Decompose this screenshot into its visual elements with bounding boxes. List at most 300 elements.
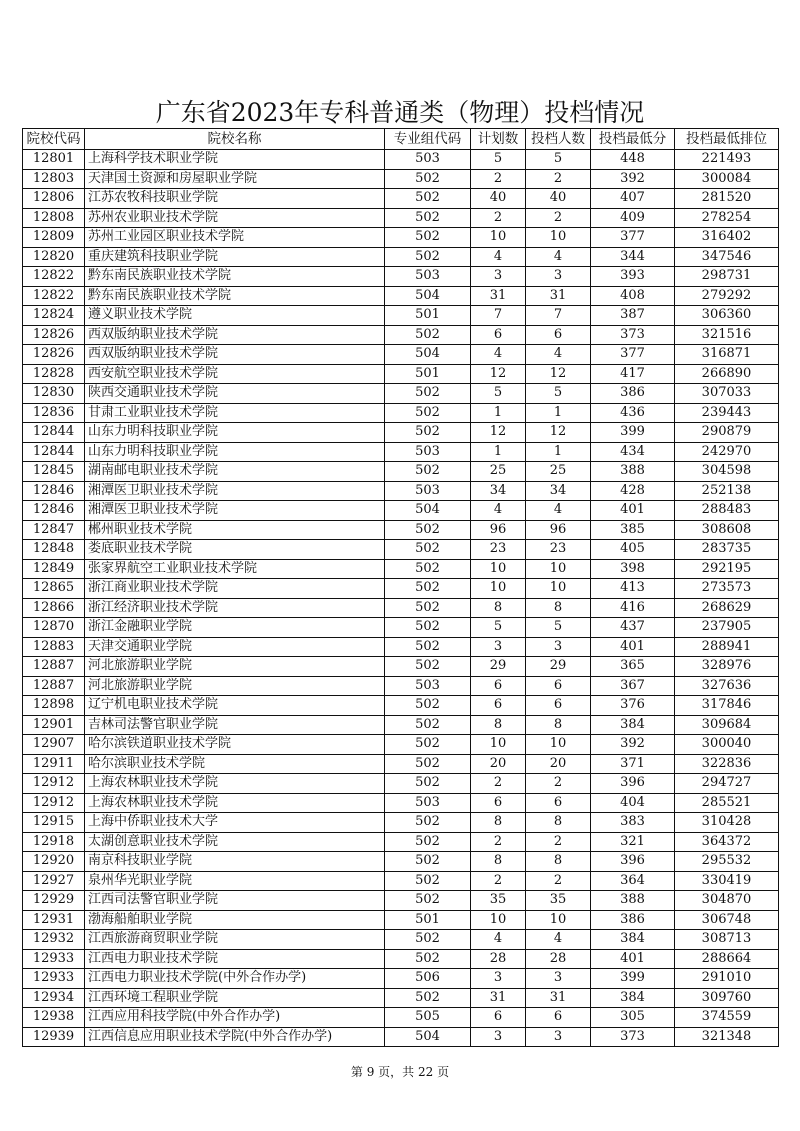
cell-school-code: 12887 — [23, 676, 85, 696]
cell-min-rank: 237905 — [675, 618, 779, 638]
cell-school-code: 12830 — [23, 384, 85, 404]
cell-plan-count: 23 — [471, 540, 526, 560]
cell-min-score: 392 — [591, 735, 675, 755]
cell-min-score: 436 — [591, 403, 675, 423]
cell-min-rank: 283735 — [675, 540, 779, 560]
cell-plan-count: 4 — [471, 930, 526, 950]
table-row — [23, 345, 779, 365]
cell-admitted-count: 10 — [526, 228, 591, 248]
cell-min-rank: 292195 — [675, 559, 779, 579]
cell-school-code: 12933 — [23, 969, 85, 989]
cell-school-code: 12883 — [23, 637, 85, 657]
cell-min-rank: 322836 — [675, 754, 779, 774]
cell-group-code: 504 — [385, 1027, 471, 1047]
cell-min-score: 344 — [591, 247, 675, 267]
cell-school-code: 12931 — [23, 910, 85, 930]
cell-group-code: 504 — [385, 345, 471, 365]
cell-school-name: 天津交通职业学院 — [85, 637, 385, 657]
cell-min-rank: 304870 — [675, 891, 779, 911]
table-row — [23, 169, 779, 189]
cell-min-score: 305 — [591, 1008, 675, 1028]
cell-plan-count: 12 — [471, 423, 526, 443]
column-header-min-score: 投档最低分 — [591, 129, 675, 150]
cell-school-code: 12820 — [23, 247, 85, 267]
cell-min-rank: 306360 — [675, 306, 779, 326]
cell-min-score: 373 — [591, 1027, 675, 1047]
cell-school-name: 黔东南民族职业技术学院 — [85, 286, 385, 306]
cell-group-code: 502 — [385, 169, 471, 189]
cell-min-rank: 309684 — [675, 715, 779, 735]
cell-school-name: 娄底职业技术学院 — [85, 540, 385, 560]
cell-admitted-count: 6 — [526, 793, 591, 813]
table-row — [23, 579, 779, 599]
cell-group-code: 503 — [385, 793, 471, 813]
cell-school-code: 12865 — [23, 579, 85, 599]
table-row — [23, 325, 779, 345]
cell-plan-count: 2 — [471, 832, 526, 852]
cell-school-name: 哈尔滨职业技术学院 — [85, 754, 385, 774]
cell-min-rank: 304598 — [675, 462, 779, 482]
table-row — [23, 949, 779, 969]
cell-min-score: 392 — [591, 169, 675, 189]
cell-school-code: 12938 — [23, 1008, 85, 1028]
cell-plan-count: 6 — [471, 793, 526, 813]
cell-group-code: 502 — [385, 735, 471, 755]
cell-school-code: 12848 — [23, 540, 85, 560]
cell-school-name: 太湖创意职业技术学院 — [85, 832, 385, 852]
cell-min-score: 448 — [591, 150, 675, 170]
cell-school-name: 江西电力职业技术学院 — [85, 949, 385, 969]
cell-school-code: 12801 — [23, 150, 85, 170]
table-row — [23, 793, 779, 813]
table-row — [23, 462, 779, 482]
cell-group-code: 502 — [385, 871, 471, 891]
cell-admitted-count: 28 — [526, 949, 591, 969]
cell-min-score: 401 — [591, 501, 675, 521]
table-row — [23, 657, 779, 677]
cell-min-rank: 288941 — [675, 637, 779, 657]
cell-min-rank: 290879 — [675, 423, 779, 443]
cell-admitted-count: 35 — [526, 891, 591, 911]
cell-admitted-count: 2 — [526, 169, 591, 189]
cell-school-code: 12933 — [23, 949, 85, 969]
cell-school-name: 吉林司法警官职业学院 — [85, 715, 385, 735]
cell-group-code: 504 — [385, 501, 471, 521]
cell-min-score: 398 — [591, 559, 675, 579]
cell-school-name: 山东力明科技职业学院 — [85, 442, 385, 462]
cell-min-score: 396 — [591, 852, 675, 872]
cell-plan-count: 10 — [471, 228, 526, 248]
cell-school-code: 12846 — [23, 501, 85, 521]
cell-min-rank: 252138 — [675, 481, 779, 501]
cell-admitted-count: 40 — [526, 189, 591, 209]
cell-admitted-count: 20 — [526, 754, 591, 774]
cell-school-code: 12836 — [23, 403, 85, 423]
cell-school-code: 12939 — [23, 1027, 85, 1047]
table-row — [23, 988, 779, 1008]
cell-school-code: 12845 — [23, 462, 85, 482]
cell-school-code: 12920 — [23, 852, 85, 872]
cell-admitted-count: 6 — [526, 325, 591, 345]
table-row — [23, 871, 779, 891]
cell-plan-count: 2 — [471, 871, 526, 891]
table-row — [23, 774, 779, 794]
column-header-group-code: 专业组代码 — [385, 129, 471, 150]
cell-school-name: 陕西交通职业技术学院 — [85, 384, 385, 404]
cell-group-code: 502 — [385, 559, 471, 579]
cell-min-score: 367 — [591, 676, 675, 696]
cell-plan-count: 96 — [471, 520, 526, 540]
cell-plan-count: 3 — [471, 969, 526, 989]
cell-school-name: 河北旅游职业学院 — [85, 657, 385, 677]
cell-min-score: 417 — [591, 364, 675, 384]
cell-plan-count: 31 — [471, 286, 526, 306]
cell-min-score: 377 — [591, 228, 675, 248]
cell-plan-count: 1 — [471, 403, 526, 423]
cell-min-score: 384 — [591, 715, 675, 735]
cell-admitted-count: 1 — [526, 442, 591, 462]
table-row — [23, 969, 779, 989]
table-row — [23, 930, 779, 950]
cell-school-code: 12866 — [23, 598, 85, 618]
cell-min-score: 405 — [591, 540, 675, 560]
cell-min-rank: 268629 — [675, 598, 779, 618]
cell-admitted-count: 10 — [526, 910, 591, 930]
cell-group-code: 502 — [385, 988, 471, 1008]
cell-plan-count: 4 — [471, 345, 526, 365]
cell-group-code: 502 — [385, 579, 471, 599]
cell-group-code: 502 — [385, 832, 471, 852]
cell-school-code: 12846 — [23, 481, 85, 501]
cell-min-score: 385 — [591, 520, 675, 540]
cell-min-score: 401 — [591, 949, 675, 969]
cell-plan-count: 4 — [471, 501, 526, 521]
table-row — [23, 189, 779, 209]
cell-plan-count: 28 — [471, 949, 526, 969]
cell-group-code: 503 — [385, 481, 471, 501]
cell-min-score: 434 — [591, 442, 675, 462]
cell-min-score: 373 — [591, 325, 675, 345]
cell-school-code: 12822 — [23, 267, 85, 287]
cell-school-code: 12844 — [23, 442, 85, 462]
cell-admitted-count: 6 — [526, 676, 591, 696]
cell-admitted-count: 2 — [526, 208, 591, 228]
cell-min-score: 428 — [591, 481, 675, 501]
cell-school-code: 12808 — [23, 208, 85, 228]
cell-school-code: 12828 — [23, 364, 85, 384]
cell-school-code: 12912 — [23, 774, 85, 794]
cell-min-rank: 347546 — [675, 247, 779, 267]
cell-min-rank: 316871 — [675, 345, 779, 365]
table-row — [23, 150, 779, 170]
cell-plan-count: 6 — [471, 325, 526, 345]
cell-school-code: 12918 — [23, 832, 85, 852]
cell-group-code: 502 — [385, 754, 471, 774]
cell-admitted-count: 8 — [526, 852, 591, 872]
cell-min-rank: 308608 — [675, 520, 779, 540]
cell-school-name: 江西旅游商贸职业学院 — [85, 930, 385, 950]
table-row — [23, 891, 779, 911]
cell-school-name: 西安航空职业技术学院 — [85, 364, 385, 384]
cell-min-rank: 294727 — [675, 774, 779, 794]
cell-school-code: 12907 — [23, 735, 85, 755]
cell-plan-count: 2 — [471, 774, 526, 794]
cell-group-code: 502 — [385, 930, 471, 950]
cell-admitted-count: 5 — [526, 150, 591, 170]
table-row — [23, 832, 779, 852]
cell-min-rank: 310428 — [675, 813, 779, 833]
cell-group-code: 502 — [385, 247, 471, 267]
page-title: 广东省2023年专科普通类（物理）投档情况 — [155, 98, 645, 127]
cell-plan-count: 31 — [471, 988, 526, 1008]
cell-min-score: 408 — [591, 286, 675, 306]
cell-school-name: 浙江商业职业技术学院 — [85, 579, 385, 599]
cell-group-code: 502 — [385, 189, 471, 209]
cell-plan-count: 25 — [471, 462, 526, 482]
cell-plan-count: 10 — [471, 559, 526, 579]
table-row — [23, 696, 779, 716]
cell-group-code: 502 — [385, 540, 471, 560]
cell-school-name: 天津国土资源和房屋职业学院 — [85, 169, 385, 189]
cell-min-rank: 321516 — [675, 325, 779, 345]
cell-school-name: 江西信息应用职业技术学院(中外合作办学) — [85, 1027, 385, 1047]
cell-school-name: 上海中侨职业技术大学 — [85, 813, 385, 833]
cell-group-code: 502 — [385, 208, 471, 228]
cell-school-code: 12912 — [23, 793, 85, 813]
cell-plan-count: 6 — [471, 1008, 526, 1028]
cell-group-code: 502 — [385, 715, 471, 735]
table-row — [23, 306, 779, 326]
cell-school-name: 甘肃工业职业技术学院 — [85, 403, 385, 423]
cell-school-name: 西双版纳职业技术学院 — [85, 325, 385, 345]
cell-min-score: 401 — [591, 637, 675, 657]
cell-admitted-count: 34 — [526, 481, 591, 501]
cell-admitted-count: 3 — [526, 637, 591, 657]
cell-plan-count: 10 — [471, 910, 526, 930]
cell-admitted-count: 1 — [526, 403, 591, 423]
table-row — [23, 501, 779, 521]
cell-plan-count: 5 — [471, 150, 526, 170]
cell-min-score: 404 — [591, 793, 675, 813]
cell-group-code: 506 — [385, 969, 471, 989]
cell-admitted-count: 7 — [526, 306, 591, 326]
cell-school-name: 浙江经济职业技术学院 — [85, 598, 385, 618]
cell-min-rank: 308713 — [675, 930, 779, 950]
page-number: 第 9 页，共 22 页 — [350, 1065, 450, 1079]
cell-admitted-count: 31 — [526, 988, 591, 1008]
cell-min-score: 365 — [591, 657, 675, 677]
column-header-school-name: 院校名称 — [85, 129, 385, 150]
cell-group-code: 502 — [385, 949, 471, 969]
cell-min-score: 377 — [591, 345, 675, 365]
cell-min-score: 321 — [591, 832, 675, 852]
admission-table — [22, 128, 779, 1047]
cell-school-name: 西双版纳职业技术学院 — [85, 345, 385, 365]
cell-group-code: 502 — [385, 774, 471, 794]
cell-min-rank: 316402 — [675, 228, 779, 248]
cell-school-name: 江西司法警官职业学院 — [85, 891, 385, 911]
cell-min-rank: 285521 — [675, 793, 779, 813]
cell-min-rank: 298731 — [675, 267, 779, 287]
cell-admitted-count: 10 — [526, 579, 591, 599]
table-row — [23, 267, 779, 287]
cell-min-score: 383 — [591, 813, 675, 833]
cell-group-code: 501 — [385, 364, 471, 384]
cell-min-score: 388 — [591, 891, 675, 911]
cell-min-rank: 330419 — [675, 871, 779, 891]
cell-plan-count: 8 — [471, 852, 526, 872]
cell-plan-count: 8 — [471, 715, 526, 735]
cell-admitted-count: 23 — [526, 540, 591, 560]
table-row — [23, 676, 779, 696]
cell-admitted-count: 25 — [526, 462, 591, 482]
column-header-min-rank: 投档最低排位 — [675, 129, 779, 150]
table-row — [23, 637, 779, 657]
cell-plan-count: 2 — [471, 208, 526, 228]
cell-plan-count: 3 — [471, 1027, 526, 1047]
cell-plan-count: 20 — [471, 754, 526, 774]
cell-school-name: 湘潭医卫职业技术学院 — [85, 481, 385, 501]
cell-plan-count: 12 — [471, 364, 526, 384]
cell-school-name: 黔东南民族职业技术学院 — [85, 267, 385, 287]
table-row — [23, 520, 779, 540]
cell-group-code: 502 — [385, 462, 471, 482]
cell-school-name: 湘潭医卫职业技术学院 — [85, 501, 385, 521]
cell-group-code: 502 — [385, 852, 471, 872]
cell-min-score: 416 — [591, 598, 675, 618]
cell-admitted-count: 4 — [526, 247, 591, 267]
cell-admitted-count: 10 — [526, 735, 591, 755]
cell-plan-count: 5 — [471, 384, 526, 404]
cell-plan-count: 2 — [471, 169, 526, 189]
cell-min-rank: 288483 — [675, 501, 779, 521]
cell-plan-count: 34 — [471, 481, 526, 501]
table-row — [23, 442, 779, 462]
cell-school-name: 郴州职业技术学院 — [85, 520, 385, 540]
cell-plan-count: 4 — [471, 247, 526, 267]
table-row — [23, 540, 779, 560]
cell-min-score: 387 — [591, 306, 675, 326]
cell-group-code: 502 — [385, 813, 471, 833]
cell-group-code: 503 — [385, 442, 471, 462]
cell-plan-count: 6 — [471, 696, 526, 716]
cell-admitted-count: 3 — [526, 1027, 591, 1047]
cell-admitted-count: 10 — [526, 559, 591, 579]
cell-min-score: 393 — [591, 267, 675, 287]
cell-min-rank: 300040 — [675, 735, 779, 755]
cell-school-name: 江西电力职业技术学院(中外合作办学) — [85, 969, 385, 989]
table-row — [23, 247, 779, 267]
table-row — [23, 598, 779, 618]
cell-school-code: 12898 — [23, 696, 85, 716]
cell-min-score: 413 — [591, 579, 675, 599]
table-row — [23, 559, 779, 579]
cell-group-code: 502 — [385, 325, 471, 345]
cell-admitted-count: 4 — [526, 930, 591, 950]
cell-school-name: 泉州华光职业学院 — [85, 871, 385, 891]
cell-school-name: 河北旅游职业学院 — [85, 676, 385, 696]
table-row — [23, 715, 779, 735]
cell-school-code: 12803 — [23, 169, 85, 189]
table-row — [23, 813, 779, 833]
cell-school-code: 12911 — [23, 754, 85, 774]
table-row — [23, 403, 779, 423]
table-row — [23, 735, 779, 755]
cell-min-score: 409 — [591, 208, 675, 228]
table-row — [23, 384, 779, 404]
table-row — [23, 228, 779, 248]
cell-group-code: 502 — [385, 891, 471, 911]
cell-school-name: 上海农林职业技术学院 — [85, 774, 385, 794]
cell-school-name: 辽宁机电职业技术学院 — [85, 696, 385, 716]
cell-min-rank: 291010 — [675, 969, 779, 989]
cell-admitted-count: 6 — [526, 1008, 591, 1028]
table-row — [23, 1008, 779, 1028]
cell-school-code: 12849 — [23, 559, 85, 579]
cell-school-name: 南京科技职业学院 — [85, 852, 385, 872]
cell-school-code: 12901 — [23, 715, 85, 735]
cell-min-rank: 273573 — [675, 579, 779, 599]
table-row — [23, 910, 779, 930]
cell-min-score: 396 — [591, 774, 675, 794]
cell-min-rank: 242970 — [675, 442, 779, 462]
cell-plan-count: 8 — [471, 598, 526, 618]
cell-min-rank: 317846 — [675, 696, 779, 716]
cell-school-name: 张家界航空工业职业技术学院 — [85, 559, 385, 579]
cell-group-code: 501 — [385, 910, 471, 930]
cell-admitted-count: 8 — [526, 598, 591, 618]
cell-min-score: 399 — [591, 969, 675, 989]
cell-admitted-count: 2 — [526, 871, 591, 891]
cell-min-rank: 306748 — [675, 910, 779, 930]
cell-min-rank: 300084 — [675, 169, 779, 189]
cell-min-score: 386 — [591, 384, 675, 404]
cell-group-code: 502 — [385, 618, 471, 638]
cell-min-rank: 309760 — [675, 988, 779, 1008]
cell-school-code: 12927 — [23, 871, 85, 891]
cell-school-code: 12809 — [23, 228, 85, 248]
cell-school-name: 苏州农业职业技术学院 — [85, 208, 385, 228]
cell-group-code: 502 — [385, 403, 471, 423]
cell-school-name: 江西环境工程职业学院 — [85, 988, 385, 1008]
cell-school-name: 上海科学技术职业学院 — [85, 150, 385, 170]
table-row — [23, 618, 779, 638]
cell-group-code: 502 — [385, 423, 471, 443]
cell-admitted-count: 8 — [526, 715, 591, 735]
cell-group-code: 502 — [385, 696, 471, 716]
cell-plan-count: 1 — [471, 442, 526, 462]
cell-admitted-count: 29 — [526, 657, 591, 677]
cell-school-code: 12870 — [23, 618, 85, 638]
cell-min-score: 371 — [591, 754, 675, 774]
cell-admitted-count: 2 — [526, 774, 591, 794]
cell-min-score: 384 — [591, 988, 675, 1008]
column-header-plan-count: 计划数 — [471, 129, 526, 150]
cell-plan-count: 29 — [471, 657, 526, 677]
cell-min-rank: 278254 — [675, 208, 779, 228]
cell-plan-count: 10 — [471, 735, 526, 755]
table-row — [23, 423, 779, 443]
table-header-row — [23, 129, 779, 150]
cell-min-rank: 221493 — [675, 150, 779, 170]
cell-min-rank: 281520 — [675, 189, 779, 209]
cell-school-code: 12806 — [23, 189, 85, 209]
cell-admitted-count: 3 — [526, 267, 591, 287]
cell-min-score: 376 — [591, 696, 675, 716]
cell-group-code: 503 — [385, 150, 471, 170]
cell-group-code: 502 — [385, 637, 471, 657]
cell-min-score: 388 — [591, 462, 675, 482]
